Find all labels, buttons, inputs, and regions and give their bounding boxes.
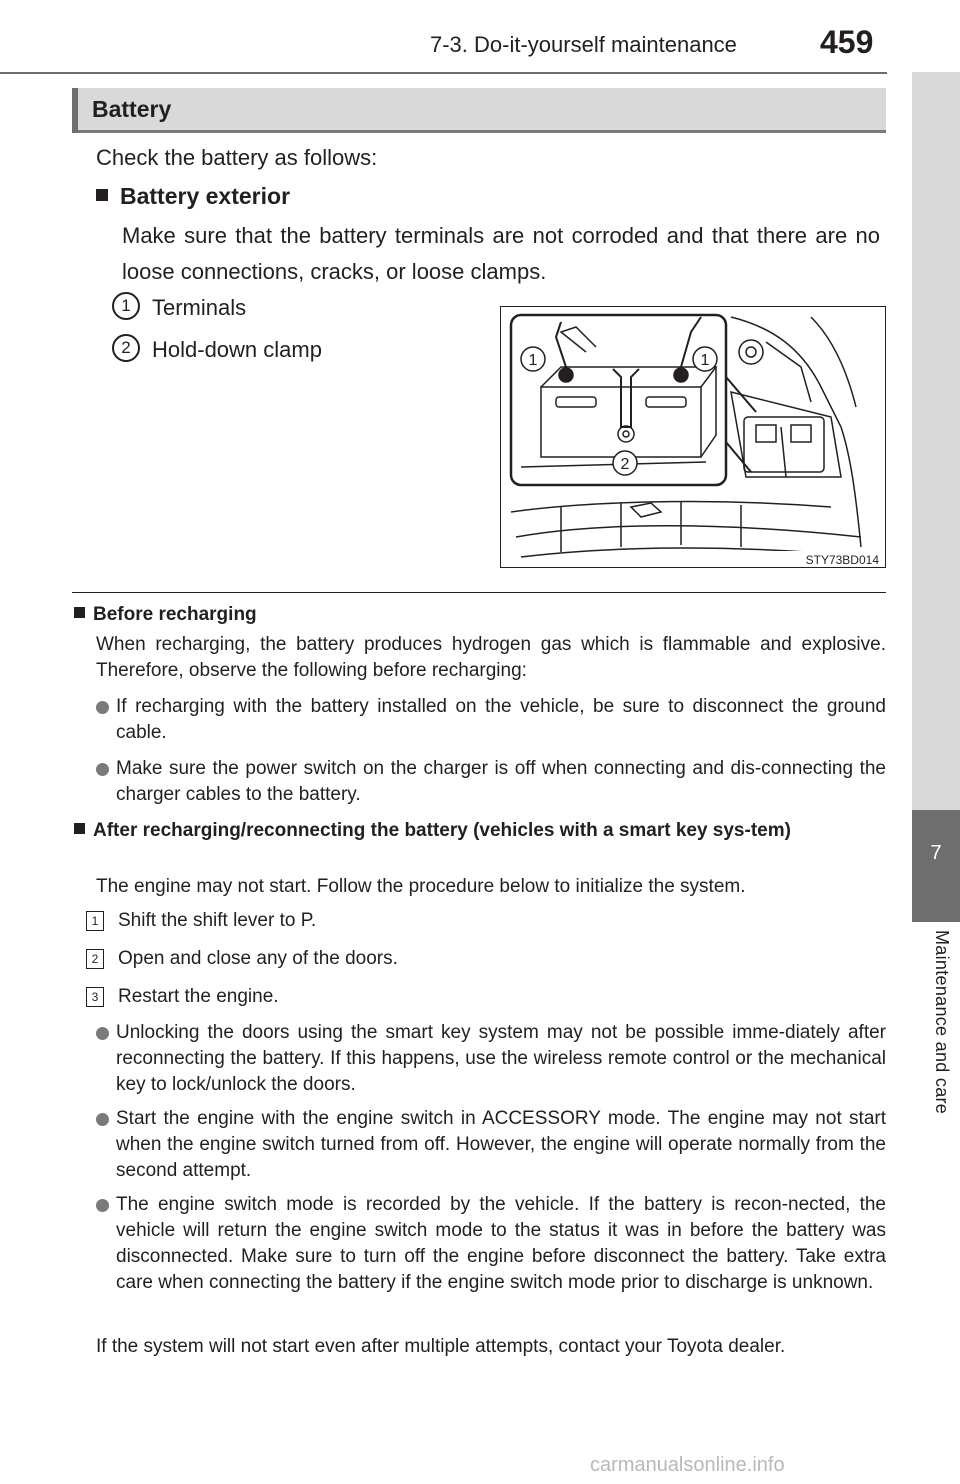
before-recharging-text: When recharging, the battery produces hydrogen gas which is flammable and explosive. Therefore, observe the following before recharging: <box>96 634 886 681</box>
side-tab <box>912 72 960 880</box>
step-text: Shift the shift lever to P. <box>118 910 317 931</box>
figure-callout: 1 <box>700 352 710 369</box>
page-number: 459 <box>820 24 874 60</box>
square-bullet-icon <box>74 607 85 618</box>
step-number: 1 <box>86 911 104 931</box>
header-rule <box>0 72 887 74</box>
callout-number: 1 <box>112 292 140 320</box>
bullet-dot-icon <box>96 1199 109 1212</box>
bullet-dot-icon <box>96 701 109 714</box>
bullet-item <box>96 756 886 808</box>
legend-label: Hold-down clamp <box>152 337 322 362</box>
step-item <box>86 908 316 934</box>
bullet-dot-icon <box>96 1113 109 1126</box>
legend-item <box>112 334 322 363</box>
after-recharging-text: The engine may not start. Follow the procedure below to initialize the system. <box>96 876 746 897</box>
step-text: Open and close any of the doors. <box>118 948 398 969</box>
closing-text: If the system will not start even after multiple attempts, contact your Toyota dealer. <box>96 1336 786 1357</box>
before-recharging-heading <box>74 602 257 628</box>
figure-callout: 2 <box>620 456 630 473</box>
step-number: 2 <box>86 949 104 969</box>
engine-bay-drawing <box>501 307 886 568</box>
intro-text: Check the battery as follows: <box>96 145 378 170</box>
section-heading-band <box>72 88 886 133</box>
divider <box>72 592 886 593</box>
bullet-item <box>96 1192 886 1296</box>
bullet-text: Make sure the power switch on the charger is off when connecting and dis-connecting the charger cables to the battery. <box>116 758 886 805</box>
callout-number: 2 <box>112 334 140 362</box>
section-heading-accent <box>72 88 78 133</box>
legend-item <box>112 292 246 321</box>
step-number: 3 <box>86 987 104 1007</box>
bullet-text: If recharging with the battery installed on the vehicle, be sure to disconnect the ground cable. <box>116 696 886 743</box>
figure-code: STY73BD014 <box>805 553 879 567</box>
bullet-text: Start the engine with the engine switch in ACCESSORY mode. The engine may not start when the engine switch turned from off. However, the engine will operate normally from the second attempt. <box>116 1108 886 1181</box>
section-heading: Battery <box>92 96 172 122</box>
sub-heading-text: Battery exterior <box>120 183 291 209</box>
square-bullet-icon <box>74 823 85 834</box>
step-text: Restart the engine. <box>118 986 279 1007</box>
bullet-dot-icon <box>96 763 109 776</box>
after-recharging-heading <box>74 818 886 844</box>
chapter-tab <box>912 810 960 922</box>
step-item <box>86 946 398 972</box>
battery-illustration <box>500 306 886 568</box>
bullet-dot-icon <box>96 1027 109 1040</box>
sub-heading <box>96 178 290 214</box>
bullet-text: Unlocking the doors using the smart key system may not be possible imme-diately after reconnecting the battery. If this happens, use the wireless remote control or the mechanical key to lock/unlock the doors. <box>116 1022 886 1095</box>
bullet-item <box>96 1106 886 1184</box>
step-item <box>86 984 279 1010</box>
figure-callout: 1 <box>528 352 538 369</box>
chapter-title: Maintenance and care <box>932 930 952 1115</box>
exterior-paragraph: Make sure that the battery terminals are not corroded and that there are no loose connections, cracks, or loose clamps. <box>122 223 880 284</box>
heading-text: After recharging/reconnecting the battery (vehicles with a smart key sys-tem) <box>93 820 791 841</box>
square-bullet-icon <box>96 189 108 201</box>
legend-label: Terminals <box>152 295 247 320</box>
bullet-item <box>96 694 886 746</box>
running-head: 7-3. Do-it-yourself maintenance <box>430 32 737 57</box>
bullet-text: The engine switch mode is recorded by the vehicle. If the battery is recon-nected, the vehicle will return the engine switch mode to the status it was in before the battery was disconnected. Make sure to turn off the engine before disconnect the battery. Take extra care when connecting the battery if the engine switch mode prior to discharge is unknown. <box>116 1194 886 1293</box>
bullet-item <box>96 1020 886 1098</box>
heading-text: Before recharging <box>93 604 257 625</box>
watermark: carmanualsonline.info <box>590 1454 785 1476</box>
chapter-number: 7 <box>930 842 942 864</box>
